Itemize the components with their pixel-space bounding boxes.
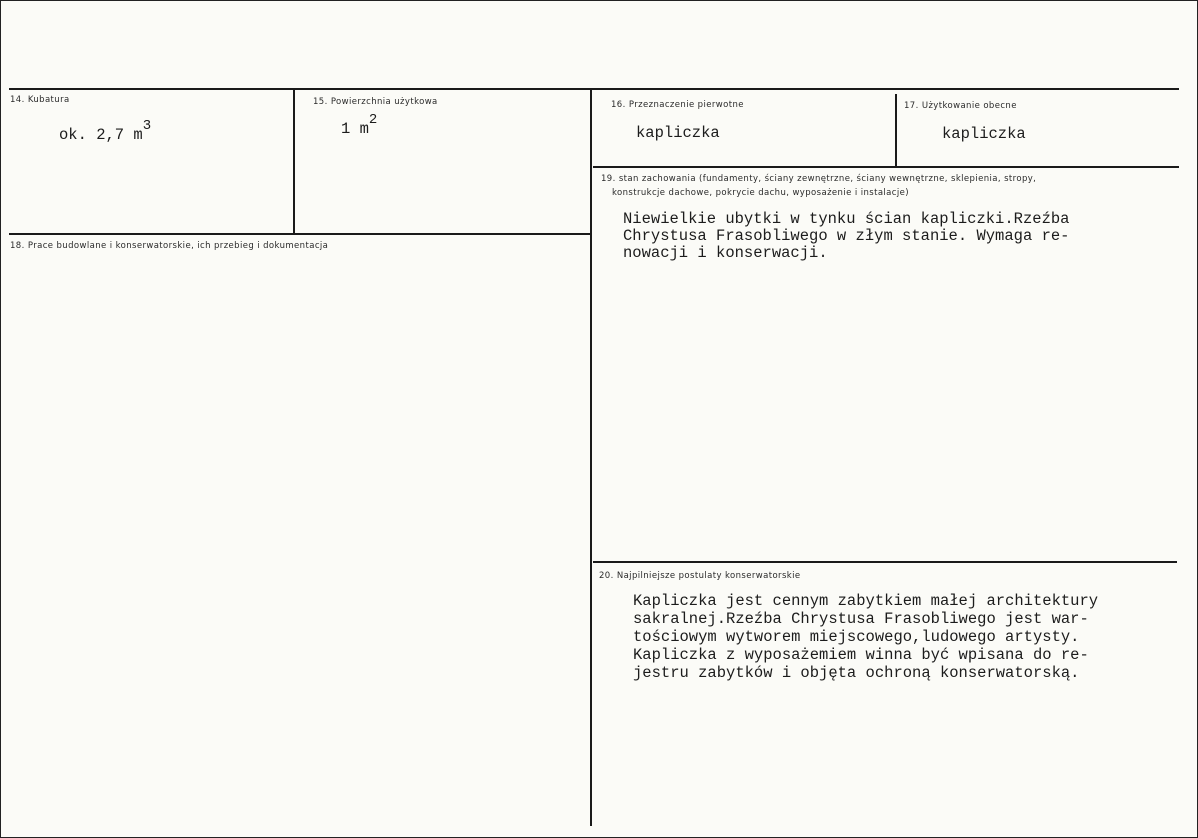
field-19-line: Niewielkie ubytki w tynku ścian kapliczki.Rzeźba <box>623 210 1070 228</box>
field-20-line: Kapliczka jest cennym zabytkiem małej architektury <box>633 592 1099 610</box>
field-20-line: tościowym wytworem miejscowego,ludowego artysty. <box>633 628 1080 646</box>
field-20-line: sakralnej.Rzeźba Chrystusa Frasobliwego jest war- <box>633 610 1089 628</box>
field-15-value-text: 1 m <box>341 120 369 138</box>
field-16-label: 16. Przeznaczenie pierwotne <box>611 100 744 110</box>
field-19-line: Chrystusa Frasobliwego w złym stanie. Wymaga re- <box>623 227 1070 245</box>
field-14-value-text: ok. 2,7 m <box>59 126 143 144</box>
field-20-line: Kapliczka z wyposażemiem winna być wpisana do re- <box>633 646 1089 664</box>
field-19-label-line2: konstrukcje dachowe, pokrycie dachu, wyposażenie i instalacje) <box>612 188 909 198</box>
rule-right-upper <box>593 166 1179 168</box>
field-14-value-exponent: 3 <box>142 118 152 134</box>
field-15-label: 15. Powierzchnia użytkowa <box>313 97 438 107</box>
rule-right-lower <box>593 561 1177 563</box>
field-17-label: 17. Użytkowanie obecne <box>904 101 1017 111</box>
rule-left-mid <box>9 233 591 235</box>
top-rule <box>9 88 1179 90</box>
field-16-value: kapliczka <box>636 124 720 142</box>
field-20-label: 20. Najpilniejsze postulaty konserwatorskie <box>599 571 801 581</box>
field-15-value-exponent: 2 <box>368 112 378 128</box>
field-14-value <box>59 118 152 146</box>
field-14-label: 14. Kubatura <box>10 95 70 105</box>
field-15-value <box>341 112 378 140</box>
field-18-label: 18. Prace budowlane i konserwatorskie, ich przebieg i dokumentacja <box>10 241 329 251</box>
divider-center <box>590 90 592 826</box>
field-19-label-line1: 19. stan zachowania (fundamenty, ściany zewnętrzne, ściany wewnętrzne, sklepienia, stropy, <box>601 174 1037 184</box>
field-19-line: nowacji i konserwacji. <box>623 244 828 262</box>
field-17-value: kapliczka <box>942 125 1026 143</box>
divider-14-15 <box>293 90 295 234</box>
divider-16-17 <box>895 94 897 166</box>
field-20-line: jestru zabytków i objęta ochroną konserwatorską. <box>633 664 1080 682</box>
